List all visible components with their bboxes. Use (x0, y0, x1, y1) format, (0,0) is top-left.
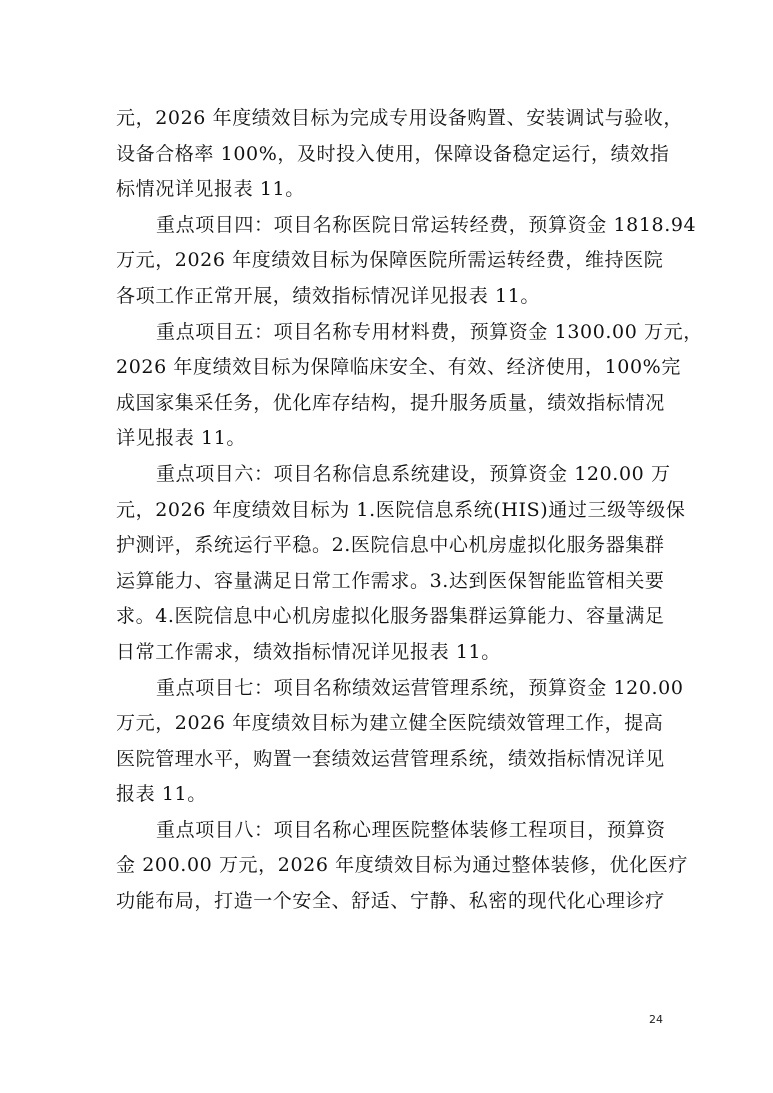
text-line: 重点项目四：项目名称医院日常运转经费，预算资金 1818.94 (156, 213, 697, 236)
text-line: 重点项目五：项目名称专用材料费，预算资金 1300.00 万元， (156, 320, 703, 343)
text-line: 详见报表 11。 (116, 427, 247, 450)
page-number: 24 (649, 1013, 663, 1026)
text-line: 各项工作正常开展，绩效指标情况详见报表 11。 (116, 284, 541, 307)
text-line: 元，2026 年度绩效目标为完成专用设备购置、安装调试与验收， (116, 107, 683, 129)
text-line: 重点项目六：项目名称信息系统建设，预算资金 120.00 万 (156, 462, 671, 485)
text-line: 功能布局，打造一个安全、舒适、宁静、私密的现代化心理诊疗 (116, 890, 665, 913)
text-line: 报表 11。 (116, 783, 207, 806)
text-line: 重点项目七：项目名称绩效运营管理系统，预算资金 120.00 (156, 676, 684, 699)
text-line: 护测评，系统运行平稳。2.医院信息中心机房虚拟化服务器集群 (116, 534, 665, 557)
text-line: 医院管理水平，购置一套绩效运营管理系统，绩效指标情况详见 (116, 747, 665, 770)
text-line: 万元，2026 年度绩效目标为保障医院所需运转经费，维持医院 (116, 249, 664, 272)
text-line: 金 200.00 万元，2026 年度绩效目标为通过整体装修，优化医疗 (116, 854, 688, 877)
text-line: 日常工作需求，绩效指标情况详见报表 11。 (116, 640, 501, 663)
text-line: 运算能力、容量满足日常工作需求。3.达到医保智能监管相关要 (116, 569, 665, 592)
text-line: 标情况详见报表 11。 (116, 178, 305, 201)
text-line: 重点项目八：项目名称心理医院整体装修工程项目，预算资 (156, 818, 666, 841)
text-line: 求。4.医院信息中心机房虚拟化服务器集群运算能力、容量满足 (116, 605, 665, 628)
text-line: 元，2026 年度绩效目标为 1.医院信息系统(HIS)通过三级等级保 (116, 498, 686, 521)
text-line: 万元，2026 年度绩效目标为建立健全医院绩效管理工作，提高 (116, 712, 664, 735)
text-line: 2026 年度绩效目标为保障临床安全、有效、经济使用，100%完 (116, 356, 681, 379)
text-line: 设备合格率 100%，及时投入使用，保障设备稳定运行，绩效指 (116, 142, 670, 165)
document-body (116, 101, 703, 920)
text-line: 成国家集采任务，优化库存结构，提升服务质量，绩效指标情况 (116, 391, 665, 414)
